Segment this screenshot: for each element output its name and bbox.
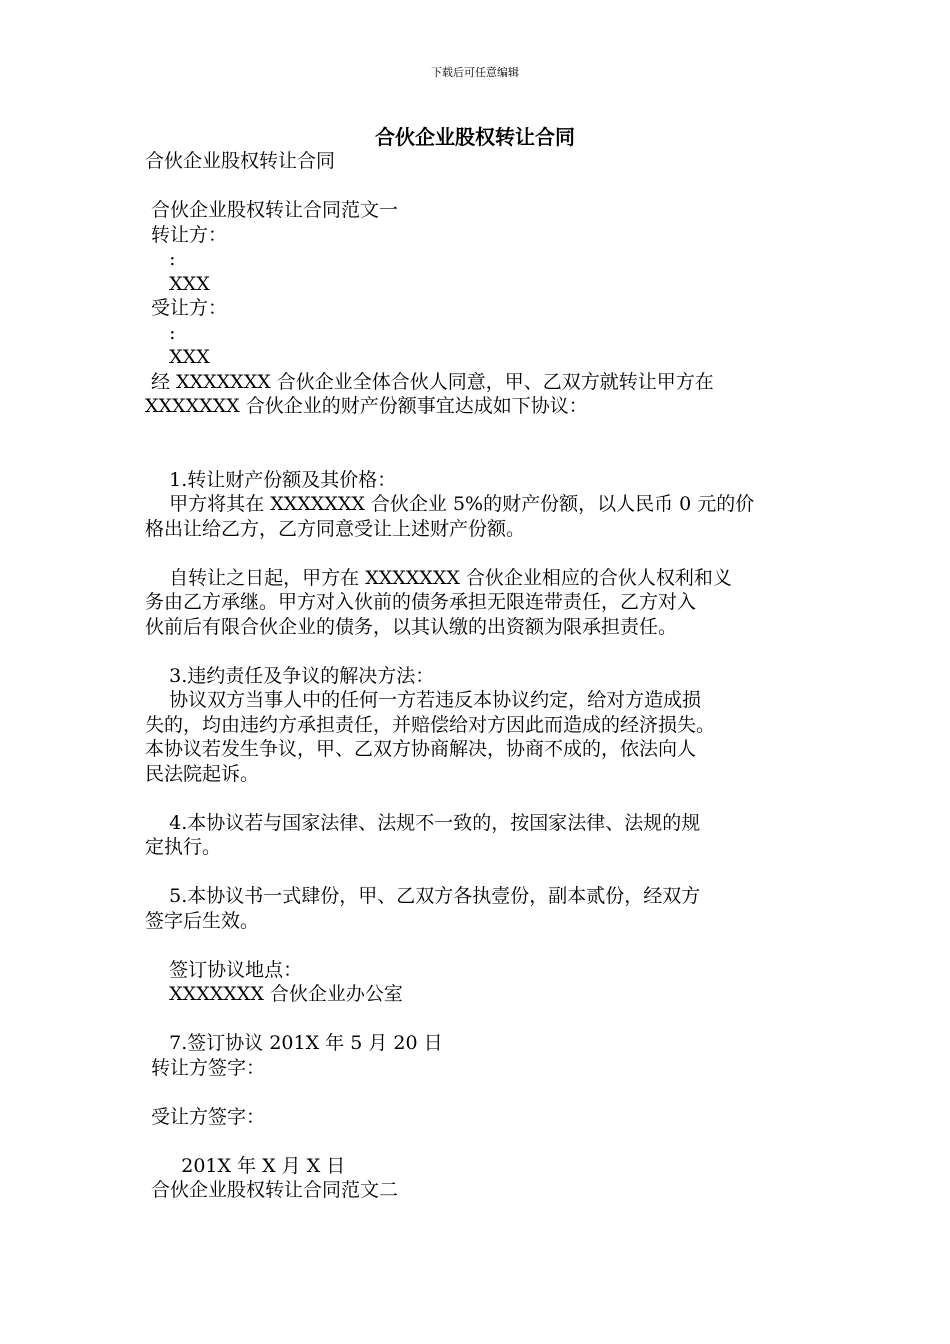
clause-1-line-1: 甲方将其在 XXXXXXX 合伙企业 5%的财产份额，以人民币 0 元的价 [145, 493, 755, 515]
signing-place-label: 签订协议地点： [145, 958, 303, 981]
clause-3-line-2: 失的，均由违约方承担责任，并赔偿给对方因此而造成的经济损失。 [145, 713, 716, 736]
preamble-line-2: XXXXXXX 合伙企业的财产份额事宜达成如下协议： [145, 395, 588, 417]
transferor-name: XXX [145, 272, 210, 295]
transferee-name: XXX [145, 346, 210, 368]
clause-2-line-3: 伙前后有限合伙企业的债务，以其认缴的出资额为限承担责任。 [145, 615, 678, 638]
signing-date-clause: 7.签订协议 201X 年 5 月 20 日 [145, 1032, 443, 1054]
sample-one-heading: 合伙企业股权转让合同范文一 [145, 199, 399, 221]
signature-date: 201X 年 X 月 X 日 [145, 1154, 346, 1177]
transferee-signature: 受让方签字： [145, 1105, 266, 1128]
clause-2-line-1: 自转让之日起，甲方在 XXXXXXX 合伙企业相应的合伙人权利和义 [145, 566, 732, 589]
signing-place-value: XXXXXXX 合伙企业办公室 [145, 983, 403, 1005]
clause-3-line-4: 民法院起诉。 [145, 762, 260, 785]
clause-1-line-2: 格出让给乙方，乙方同意受让上述财产份额。 [145, 517, 526, 540]
clause-3-line-1: 协议双方当事人中的任何一方若违反本协议约定，给对方造成损 [145, 689, 702, 711]
clause-3-heading: 3.违约责任及争议的解决方法： [145, 664, 435, 687]
preamble-line-1: 经 XXXXXXX 合伙企业全体合伙人同意，甲、乙双方就转让甲方在 [145, 370, 714, 393]
subtitle-line: 合伙企业股权转让合同 [145, 150, 336, 172]
clause-5-line-2: 签字后生效。 [145, 909, 260, 932]
transferee-label: 受让方： [145, 297, 228, 319]
transferor-label: 转让方： [145, 223, 228, 246]
sample-two-heading: 合伙企业股权转让合同范文二 [145, 1179, 399, 1201]
clause-3-line-3: 本协议若发生争议，甲、乙双方协商解决，协商不成的，依法向人 [145, 738, 697, 760]
transferor-colon: : [145, 248, 176, 270]
transferee-colon: : [145, 321, 176, 344]
clause-1-heading: 1.转让财产份额及其价格： [145, 468, 397, 491]
clause-4-line-1: 4.本协议若与国家法律、法规不一致的，按国家法律、法规的规 [145, 811, 701, 834]
page-header-note: 下载后可任意编辑 [431, 66, 519, 79]
document-body [145, 149, 810, 1203]
transferor-signature: 转让方签字： [145, 1056, 266, 1079]
clause-5-line-1: 5.本协议书一式肆份，甲、乙双方各执壹份，副本贰份，经双方 [145, 885, 701, 907]
clause-2-line-2: 务由乙方承继。甲方对入伙前的债务承担无限连带责任，乙方对入 [145, 591, 697, 613]
document-title: 合伙企业股权转让合同 [375, 125, 575, 149]
clause-4-line-2: 定执行。 [145, 836, 222, 858]
